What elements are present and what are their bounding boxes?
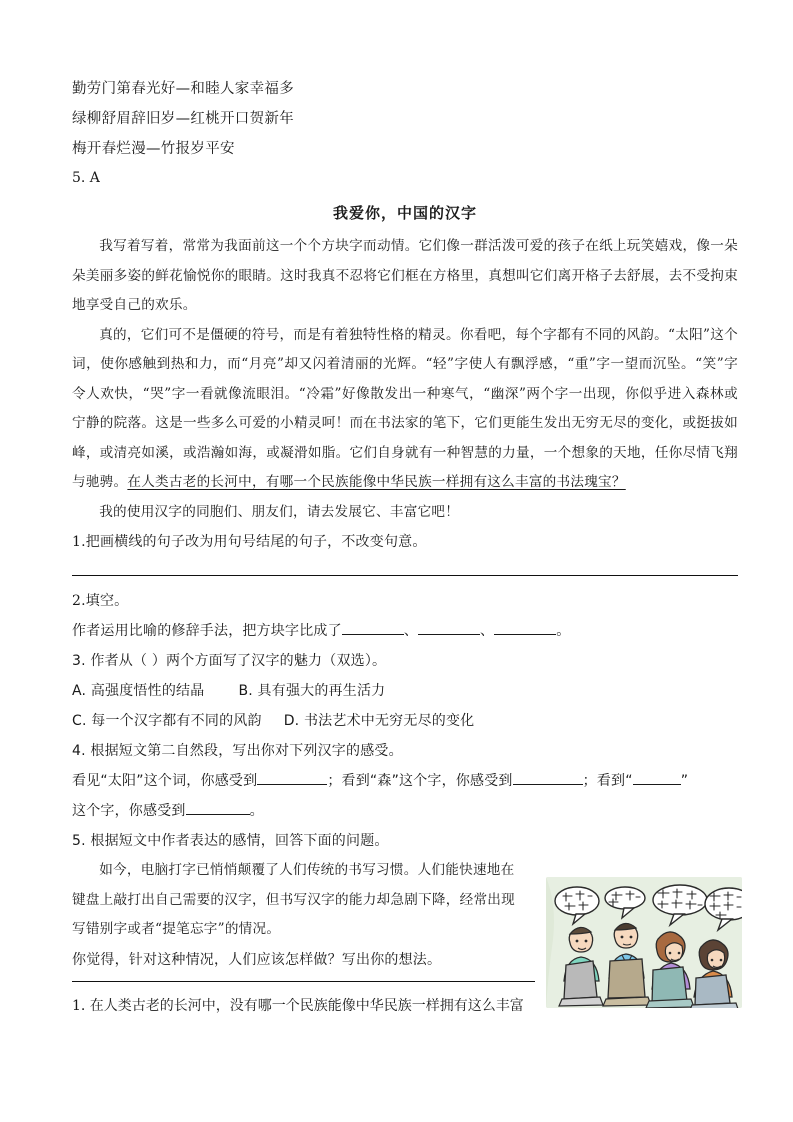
option-a[interactable]: A. 高强度悟性的结晶	[72, 683, 205, 699]
question-3-stem: 3. 作者从（ ）两个方面写了汉字的魅力（双选）。	[72, 653, 387, 669]
q1-gap	[72, 576, 738, 586]
option-b[interactable]: B. 具有强大的再生活力	[238, 683, 386, 699]
q2-blank-1[interactable]	[342, 634, 404, 635]
couplet-line-2: 绿柳舒眉辞旧岁—红桃开口贺新年	[72, 111, 294, 127]
question-2-body	[72, 616, 738, 646]
q4-text-d: ”	[680, 773, 689, 789]
option-c[interactable]: C. 每一个汉字都有不同的风韵	[72, 713, 262, 729]
question-5-stem: 5. 根据短文中作者表达的感情，回答下面的问题。	[72, 833, 389, 849]
q4-blank-4[interactable]	[186, 814, 250, 815]
couplet-line-1: 勤劳门第春光好—和睦人家幸福多	[72, 81, 294, 97]
question-2-prefix: 作者运用比喻的修辞手法，把方块字比成了	[72, 623, 342, 639]
question-1-stem: 1.把画横线的句子改为用句号结尾的句子，不改变句意。	[72, 534, 427, 550]
q4-blank-1[interactable]	[257, 784, 327, 785]
article-paragraph-2-text: 真的，它们可不是僵硬的符号，而是有着独特性格的精灵。你看吧，每个字都有不同的风韵。“太阳”这个词，使你感触到热和力，而“月亮”却又闪着清丽的光辉。“轻”字使人有飘浮感，“重”字一望而沉坠。“笑”字令人欢快，“哭”字一看就像流眼泪。“冷霜”好像散发出一种寒气，“幽深”两个字一出现，你似乎进入森林或宁静的院落。这是一些多么可爱的小精灵呵！而在书法家的笔下，它们更能生发出无穷无尽的变化，或挺拔如峰，或清亮如溪，或浩瀚如海，或凝滑如脂。它们自身就有一种智慧的力量，一个想象的天地，任你尽情飞翔与驰骋。	[72, 326, 738, 490]
question-4-line-1	[72, 766, 738, 796]
couplet-line-3: 梅开春烂漫—竹报岁平安	[72, 141, 235, 157]
q4-blank-3[interactable]	[633, 784, 681, 785]
q4-blank-2[interactable]	[513, 784, 583, 785]
q4-text-f: 。	[249, 803, 264, 819]
question-4-stem: 4. 根据短文第二自然段，写出你对下列汉字的感受。	[72, 743, 403, 759]
article-paragraph-1: 我写着写着，常常为我面前这一个个方块字而动情。它们像一群活泼可爱的孩子在纸上玩笑嬉戏，像一朵朵美丽多姿的鲜花愉悦你的眼睛。这时我真不忍将它们框在方格里，真想叫它们离开格子去舒展，去不受拘束地享受自己的欢乐。	[72, 238, 738, 313]
q4-text-e: 这个字，你感受到	[72, 803, 186, 819]
answer-item-5: 5. A	[72, 170, 100, 186]
q4-text-c: ；看到“	[582, 773, 633, 789]
illustration-cartoon-people-at-laptops	[546, 877, 742, 1008]
question-3-options-row-1	[72, 676, 738, 706]
question-2-stem: 2.填空。	[72, 593, 129, 609]
q2-sep-2: 、	[480, 623, 495, 639]
question-5-passage: 如今，电脑打字已悄悄颠覆了人们传统的书写习惯。人们能快速地在键盘上敲打出自己需要的汉字，但书写汉字的能力却急剧下降，经常出现写错别字或者“提笔忘字”的情况。	[72, 862, 515, 937]
q5-answer-rule[interactable]	[72, 981, 535, 982]
q2-blank-2[interactable]	[418, 634, 480, 635]
article-paragraph-2	[72, 321, 738, 498]
q2-sep-1: 、	[403, 623, 419, 639]
article-closing-paragraph: 我的使用汉字的同胞们、朋友们，请去发展它、丰富它吧！	[99, 503, 460, 520]
question-3-options-row-2	[72, 706, 738, 736]
underlined-sentence: 在人类古老的长河中，有哪一个民族能像中华民族一样拥有这么丰富的书法瑰宝？	[127, 474, 626, 490]
couplet-answers-block	[72, 74, 738, 192]
q1-answer-space	[72, 557, 738, 575]
question-5-prompt: 你觉得，针对这种情况，人们应该怎样做？写出你的想法。	[72, 951, 442, 968]
article-title: 我爱你，中国的汉字	[332, 204, 477, 222]
option-d[interactable]: D. 书法艺术中无穷无尽的变化	[283, 713, 475, 729]
q2-blank-3[interactable]	[494, 634, 556, 635]
answer-bottom-item-1: 1. 在人类古老的长河中，没有哪一个民族能像中华民族一样拥有这么丰富	[72, 997, 524, 1014]
q4-text-a: 看见“太阳”这个词，你感受到	[72, 773, 258, 789]
q2-period: 。	[556, 623, 571, 639]
q4-text-b: ；看到“森”这个字，你感受到	[327, 773, 513, 789]
question-4-line-2	[72, 796, 738, 826]
